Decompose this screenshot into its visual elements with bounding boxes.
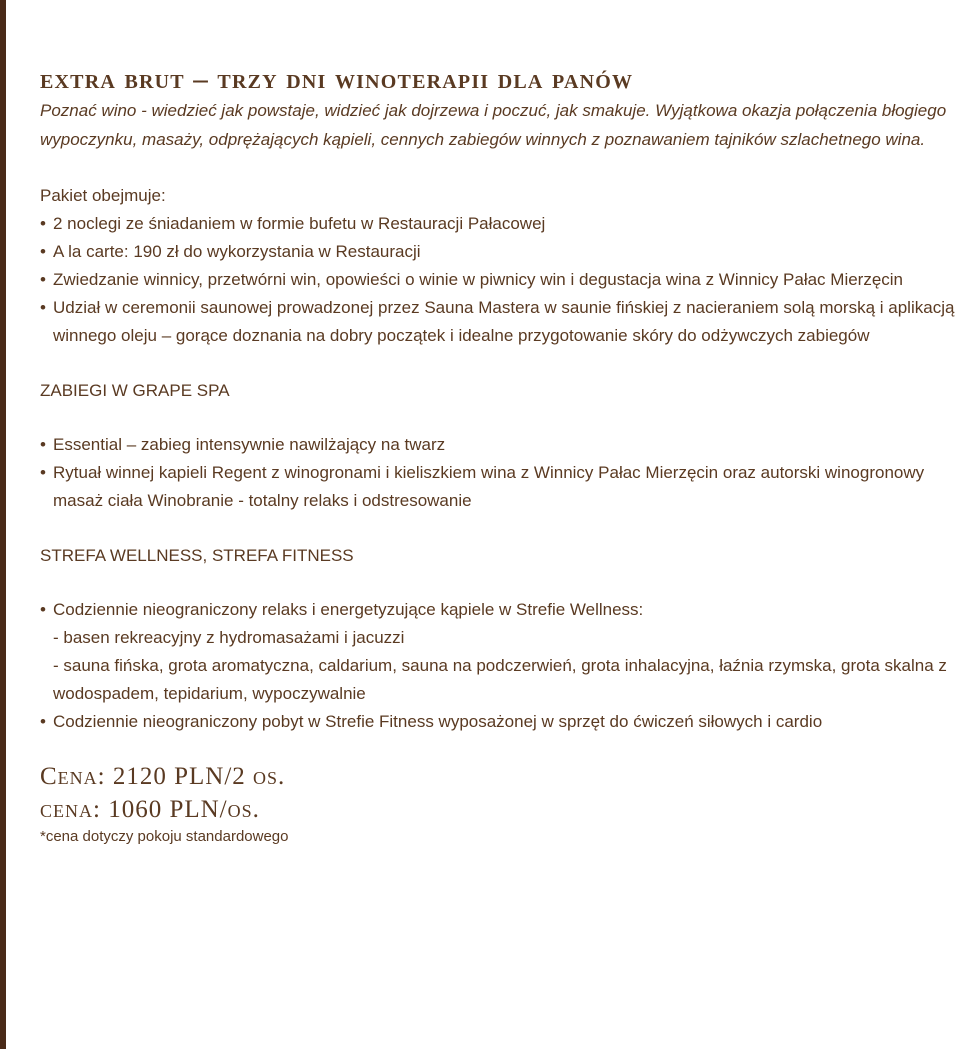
list-item: • Codziennie nieograniczony relaks i energetyzujące kąpiele w Strefie Wellness: [40, 596, 958, 624]
wellness-subitem-saunas: - sauna fińska, grota aromatyczna, caldarium, sauna na podczerwień, grota inhalacyjna, łaźnia rzymska, grota skalna z wodospadem, tepidarium, wypoczywalnie [53, 656, 947, 703]
wellness-heading: STREFA WELLNESS, STREFA FITNESS [40, 546, 354, 565]
offer-title: extra brut – trzy dni winoterapii dla panów [40, 63, 634, 95]
list-item: • Rytuał winnej kapieli Regent z winogronami i kieliszkiem wina z Winnicy Pałac Mierzęcin oraz autorski winogronowy masaż ciała Winobranie - totalny relaks i odstresowanie [40, 459, 958, 515]
list-item: • Essential – zabieg intensywnie nawilżający na twarz [40, 431, 958, 459]
bullet-icon: • [40, 463, 46, 482]
list-item: • Codziennie nieograniczony pobyt w Strefie Fitness wyposażonej w sprzęt do ćwiczeń siłowych i cardio [40, 708, 958, 736]
spa-list [40, 431, 958, 515]
price-single: cena: 1060 PLN/os. [40, 796, 260, 823]
fitness-list [40, 708, 958, 736]
left-border-bar [0, 0, 6, 1049]
wellness-subitem-pool: - basen rekreacyjny z hydromasażami i jacuzzi [53, 628, 405, 647]
bullet-icon: • [40, 600, 46, 619]
offer-intro: Poznać wino - wiedzieć jak powstaje, widzieć jak dojrzewa i poczuć, jak smakuje. Wyjątkowa okazja połączenia błogiego wypoczynku, masaży, odprężających kąpieli, cennych zabiegów winnych z poznawaniem tajników szlachetnego wina. [40, 101, 947, 149]
bullet-icon: • [40, 270, 46, 289]
list-item: • Zwiedzanie winnicy, przetwórni win, opowieści o winie w piwnicy win i degustacja wina z Winnicy Pałac Mierzęcin [40, 266, 958, 294]
bullet-icon: • [40, 712, 46, 731]
bullet-icon: • [40, 242, 46, 261]
bullet-icon: • [40, 298, 46, 317]
offer-content [40, 62, 958, 848]
list-item: • Udział w ceremonii saunowej prowadzonej przez Sauna Mastera w saunie fińskiej z nacieraniem solą morską i aplikacją winnego oleju – gorące doznania na dobry początek i idealne przygotowanie skóry do odżywczych zabiegów [40, 294, 958, 350]
bullet-icon: • [40, 435, 46, 454]
package-heading: Pakiet obejmuje: [40, 186, 166, 205]
list-item: • A la carte: 190 zł do wykorzystania w Restauracji [40, 238, 958, 266]
package-list [40, 210, 958, 350]
bullet-icon: • [40, 214, 46, 233]
list-item: • 2 noclegi ze śniadaniem w formie bufetu w Restauracji Pałacowej [40, 210, 958, 238]
spa-heading: ZABIEGI W GRAPE SPA [40, 381, 230, 400]
wellness-list [40, 596, 958, 624]
price-note: *cena dotyczy pokoju standardowego [40, 828, 289, 845]
price-double: Cena: 2120 PLN/2 os. [40, 763, 286, 790]
